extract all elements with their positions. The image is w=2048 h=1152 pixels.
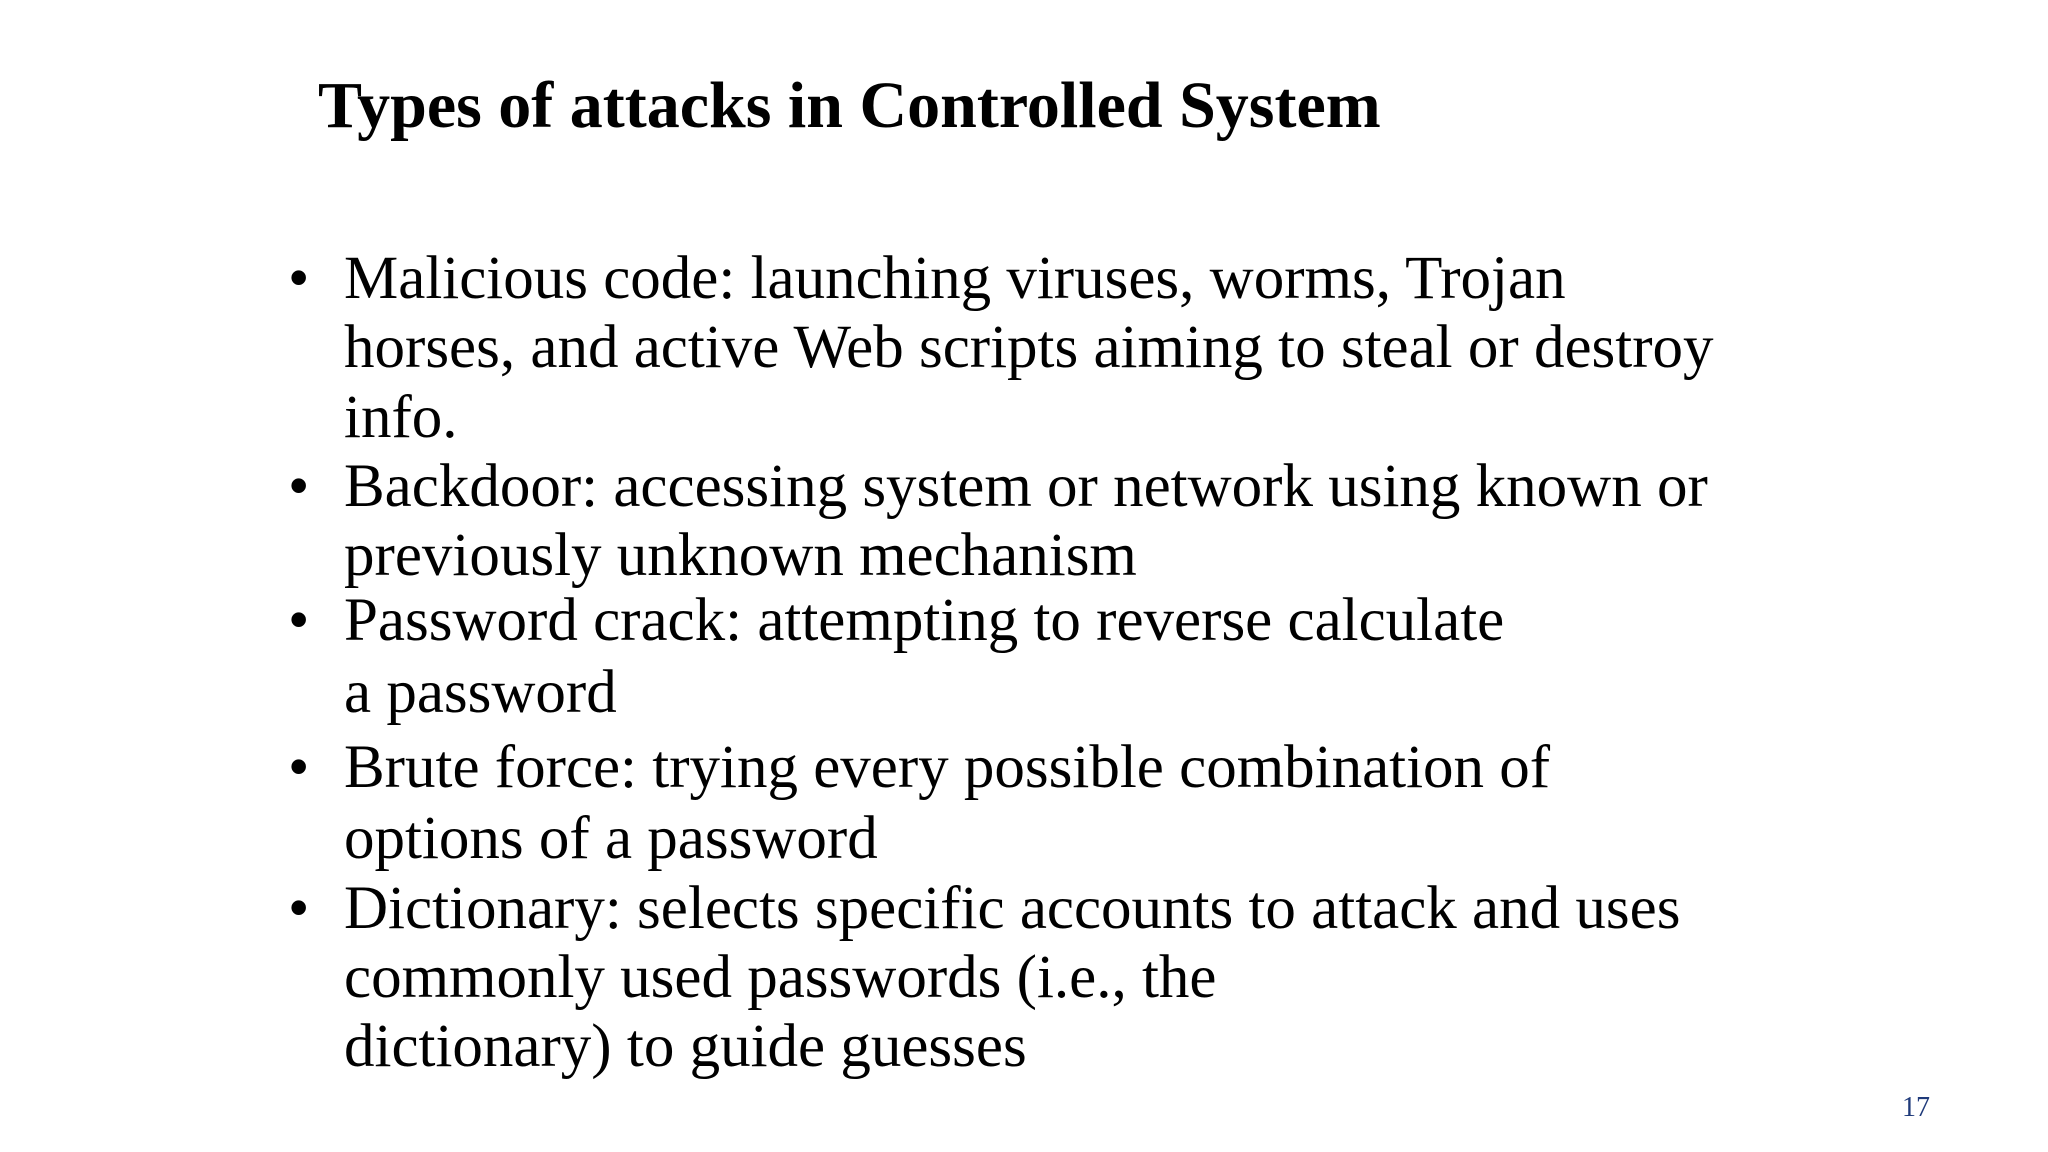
bullet-line: Password crack: attempting to reverse calculate (344, 587, 1505, 654)
bullet-dot: • (288, 453, 310, 520)
bullet-dot: • (288, 734, 310, 801)
bullet-dot: • (288, 875, 310, 942)
bullet-line: Backdoor: accessing system or network using known or (344, 453, 1708, 520)
bullet-line: info. (344, 384, 458, 451)
slide-title: Types of attacks in Controlled System (318, 69, 1381, 142)
bullet-line: a password (344, 659, 617, 726)
bullet-dot: • (288, 587, 310, 654)
bullet-line: commonly used passwords (i.e., the (344, 944, 1217, 1011)
bullet-line: Brute force: trying every possible combination of (344, 734, 1551, 801)
bullet-line: previously unknown mechanism (344, 522, 1137, 589)
bullet-line: options of a password (344, 805, 878, 872)
page-number: 17 (1902, 1092, 1930, 1123)
bullet-line: dictionary) to guide guesses (344, 1013, 1027, 1080)
bullet-dot: • (288, 245, 310, 312)
bullet-line: Dictionary: selects specific accounts to attack and uses (344, 875, 1681, 942)
bullet-line: horses, and active Web scripts aiming to steal or destroy (344, 314, 1714, 381)
bullet-line: Malicious code: launching viruses, worms, Trojan (344, 245, 1566, 312)
